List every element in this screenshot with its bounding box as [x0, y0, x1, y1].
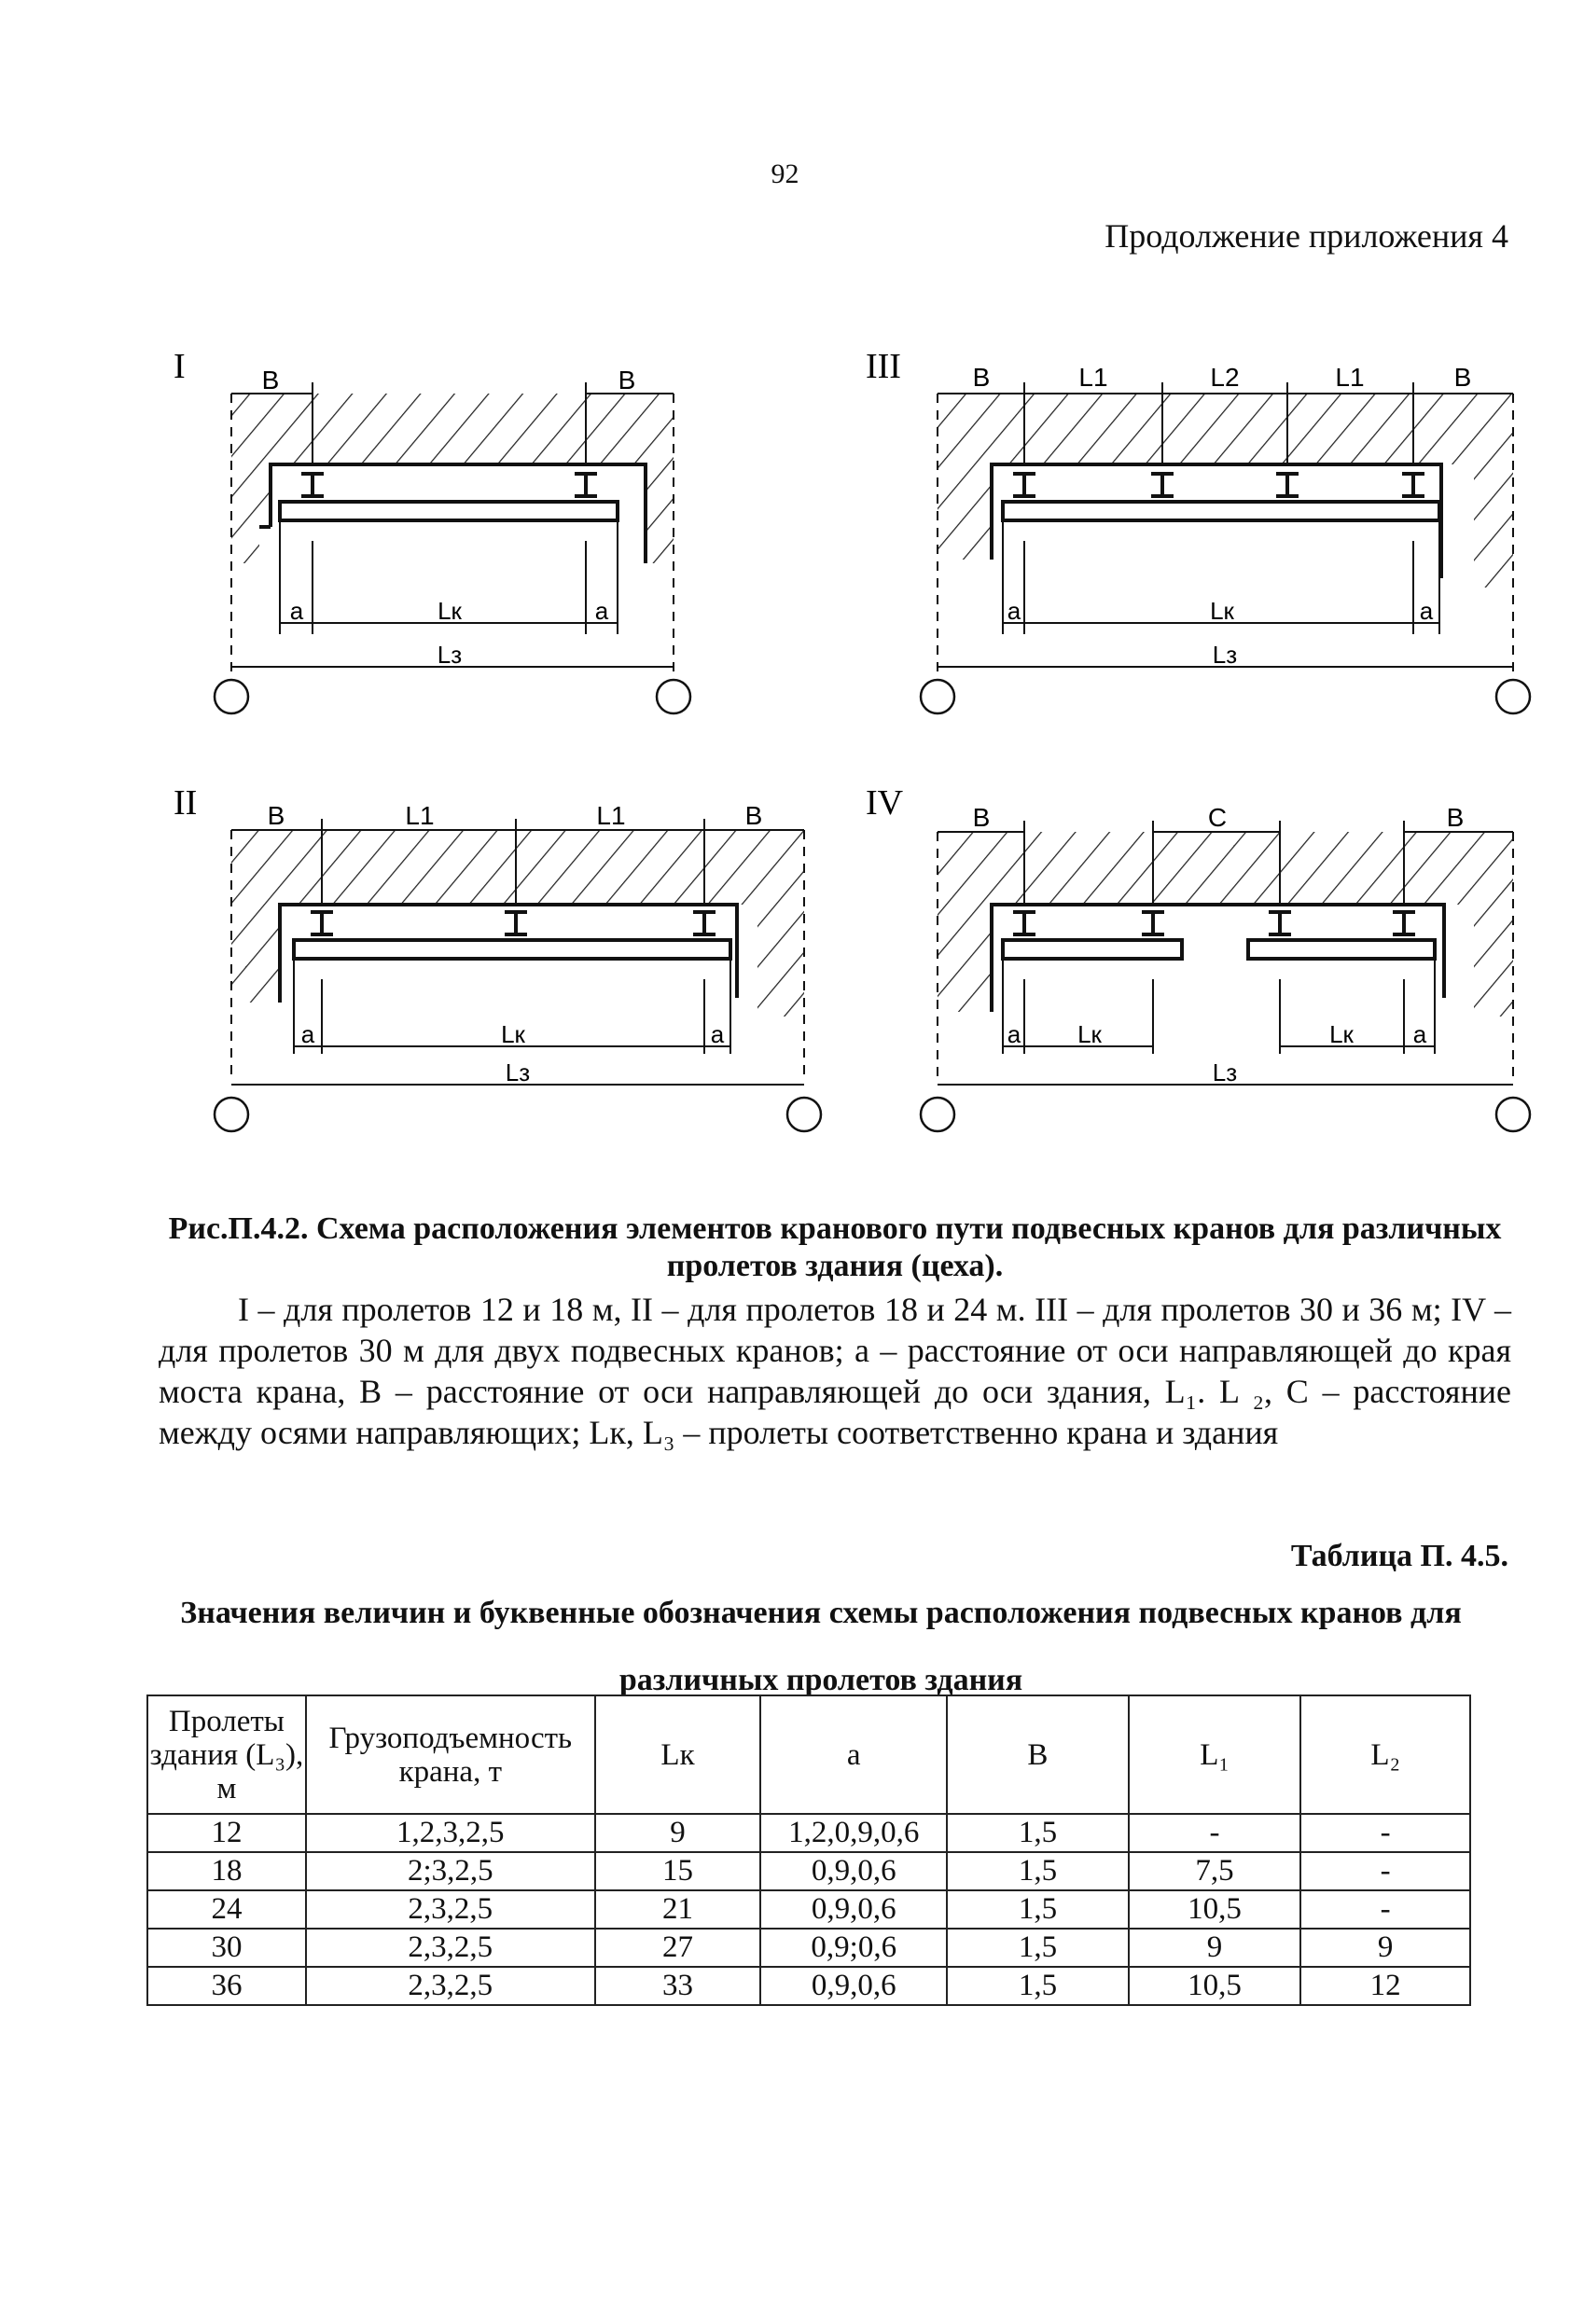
- diagram-I-label: B: [618, 366, 636, 394]
- diagram-III: [866, 347, 1530, 713]
- table-cell: 12: [147, 1814, 306, 1852]
- diagram-I-label: B: [261, 366, 280, 394]
- figure-caption: [159, 1210, 1511, 1453]
- diagram-IV-label: B: [972, 803, 991, 832]
- table-cell: 0,9,0,6: [760, 1967, 947, 2005]
- diagram-I-crane-bridge: [280, 502, 618, 520]
- table-cell: 1,5: [947, 1929, 1129, 1967]
- diagram-II-axis-marker: [215, 1098, 248, 1131]
- table-cell: 0,9,0,6: [760, 1890, 947, 1929]
- table-cell: 9: [595, 1814, 761, 1852]
- table-cell: 30: [147, 1929, 306, 1967]
- continuation-note: Продолжение приложения 4: [1105, 217, 1508, 255]
- diagram-III-rail-beam-icon: [1151, 474, 1174, 496]
- diagram-II-label: B: [267, 801, 285, 830]
- table-cell: -: [1300, 1890, 1470, 1929]
- diagram-II-label: Lк: [501, 1020, 525, 1048]
- table-cell: 1,2,3,2,5: [306, 1814, 595, 1852]
- diagram-IV-axis-marker: [1496, 1098, 1530, 1131]
- diagram-III-rail-beam-icon: [1402, 474, 1424, 496]
- table-header-row: [147, 1695, 1470, 1814]
- table-header-cell: Грузоподъемность крана, т: [306, 1695, 595, 1814]
- table-header-cell: Пролеты здания (L₃), м: [147, 1695, 306, 1814]
- page-number: 92: [771, 159, 799, 189]
- diagram-IV-rail-beam-icon: [1269, 912, 1291, 934]
- diagram-II-label: a: [710, 1020, 725, 1048]
- caption-title: Рис.П.4.2. Схема расположения элементов кранового пути подвесных кранов для различных пролетов здания (цеха).: [168, 1211, 1502, 1283]
- diagram-II-label: L1: [596, 801, 626, 830]
- diagram-II-roman: II: [174, 783, 198, 823]
- table-cell: 1,5: [947, 1852, 1129, 1890]
- table-cell: 33: [595, 1967, 761, 2005]
- diagram-IV-label: a: [1412, 1020, 1427, 1048]
- caption-text: I – для пролетов 12 и 18 м, II – для пролетов 18 и 24 м. III – для пролетов 30 и 36 м; IV – для пролетов 30 м для двух подвесных кранов; а – расстояние от оси направляющей до края моста крана, В – расстояние от оси направляющей до оси здания, L₁. L ₂, С – расстояние между осями направляющих; Lк, L₃ – пролеты соответственно крана и здания: [159, 1291, 1511, 1451]
- crane-values-table: [146, 1695, 1471, 2006]
- table-cell: 0,9,0,6: [760, 1852, 947, 1890]
- table-cell: 10,5: [1129, 1890, 1301, 1929]
- diagram-II: [174, 783, 821, 1131]
- diagram-III-label: a: [1419, 597, 1434, 625]
- diagram-IV-roman: IV: [866, 783, 904, 823]
- table-cell: 1,5: [947, 1814, 1129, 1852]
- table-row: [147, 1929, 1470, 1967]
- table-number: Таблица П. 4.5.: [1290, 1539, 1508, 1573]
- diagram-I-label: a: [289, 597, 304, 625]
- table-cell: 18: [147, 1852, 306, 1890]
- diagram-I-axis-marker: [215, 680, 248, 713]
- diagram-I-label: a: [594, 597, 609, 625]
- table-header-cell: а: [760, 1695, 947, 1814]
- diagram-I-rail-beam-icon: [301, 474, 324, 496]
- table-cell: 2,3,2,5: [306, 1929, 595, 1967]
- table-cell: 36: [147, 1967, 306, 2005]
- diagram-III-label: Lк: [1210, 597, 1234, 625]
- table-cell: -: [1129, 1814, 1301, 1852]
- diagram-IV-rail-beam-icon: [1142, 912, 1164, 934]
- diagram-IV-crane-bridge-right: [1248, 940, 1435, 959]
- diagram-IV-rail-beam-icon: [1393, 912, 1415, 934]
- diagram-III-label: a: [1007, 597, 1021, 625]
- diagram-IV-rail-beam-icon: [1013, 912, 1035, 934]
- table-cell: 10,5: [1129, 1967, 1301, 2005]
- diagram-IV-label: a: [1007, 1020, 1021, 1048]
- table-header-cell: L₂: [1300, 1695, 1470, 1814]
- diagram-IV-label: C: [1207, 803, 1228, 832]
- table-row: [147, 1890, 1470, 1929]
- table-cell: 1,5: [947, 1967, 1129, 2005]
- diagram-IV-label: Lк: [1329, 1020, 1354, 1048]
- diagram-IV-crane-bridge-left: [1003, 940, 1182, 959]
- diagram-IV-axis-marker: [921, 1098, 954, 1131]
- table-cell: 9: [1300, 1929, 1470, 1967]
- diagram-I-rail-beam-icon: [575, 474, 597, 496]
- table-cell: 27: [595, 1929, 761, 1967]
- diagram-II-rail-beam-icon: [311, 912, 333, 934]
- diagram-III-rail-beam-icon: [1013, 474, 1035, 496]
- diagram-III-label: L2: [1210, 363, 1240, 392]
- diagram-III-label: L1: [1078, 363, 1108, 392]
- table-cell: 1,5: [947, 1890, 1129, 1929]
- table-cell: 2,3,2,5: [306, 1890, 595, 1929]
- table-row: [147, 1852, 1470, 1890]
- diagram-III-roman: III: [866, 347, 901, 386]
- diagram-I-label: Lк: [438, 597, 462, 625]
- diagram-I: [174, 347, 690, 713]
- table-cell: 21: [595, 1890, 761, 1929]
- diagram-I-wall-hatch: [231, 394, 674, 563]
- table-header-cell: Lк: [595, 1695, 761, 1814]
- table-header-cell: В: [947, 1695, 1129, 1814]
- diagram-I-label: Lз: [437, 641, 463, 669]
- table-cell: 7,5: [1129, 1852, 1301, 1890]
- table-cell: 2,3,2,5: [306, 1967, 595, 2005]
- diagram-III-label: B: [972, 363, 991, 392]
- diagram-II-rail-beam-icon: [693, 912, 716, 934]
- table-header-cell: L₁: [1129, 1695, 1301, 1814]
- table-cell: 9: [1129, 1929, 1301, 1967]
- diagram-II-crane-bridge: [294, 940, 730, 959]
- diagram-III-label: Lз: [1212, 641, 1238, 669]
- diagram-III-axis-marker: [921, 680, 954, 713]
- table-cell: -: [1300, 1852, 1470, 1890]
- diagram-III-crane-bridge: [1003, 502, 1439, 520]
- diagram-IV-label: Lз: [1212, 1058, 1238, 1086]
- diagram-II-label: Lз: [505, 1058, 531, 1086]
- table-row: [147, 1967, 1470, 2005]
- table-cell: 15: [595, 1852, 761, 1890]
- diagram-I-roman: I: [174, 347, 186, 386]
- table-cell: 12: [1300, 1967, 1470, 2005]
- table-cell: 24: [147, 1890, 306, 1929]
- diagram-II-label: a: [300, 1020, 315, 1048]
- diagram-II-axis-marker: [787, 1098, 821, 1131]
- diagram-III-axis-marker: [1496, 680, 1530, 713]
- table-cell: -: [1300, 1814, 1470, 1852]
- diagram-III-rail-beam-icon: [1276, 474, 1299, 496]
- table-row: [147, 1814, 1470, 1852]
- table-cell: 2;3,2,5: [306, 1852, 595, 1890]
- diagram-III-label: L1: [1335, 363, 1365, 392]
- diagram-IV: [866, 783, 1530, 1131]
- diagram-IV-label: B: [1446, 803, 1465, 832]
- diagram-I-axis-marker: [657, 680, 690, 713]
- table-title: Значения величин и буквенные обозначения схемы расположения подвесных кранов для различных пролетов здания: [180, 1596, 1462, 1697]
- diagram-II-label: B: [744, 801, 763, 830]
- diagram-II-rail-beam-icon: [505, 912, 527, 934]
- diagram-IV-label: Lк: [1077, 1020, 1102, 1048]
- diagram-III-label: B: [1453, 363, 1472, 392]
- table-cell: 1,2,0,9,0,6: [760, 1814, 947, 1852]
- table-cell: 0,9;0,6: [760, 1929, 947, 1967]
- diagram-II-label: L1: [405, 801, 435, 830]
